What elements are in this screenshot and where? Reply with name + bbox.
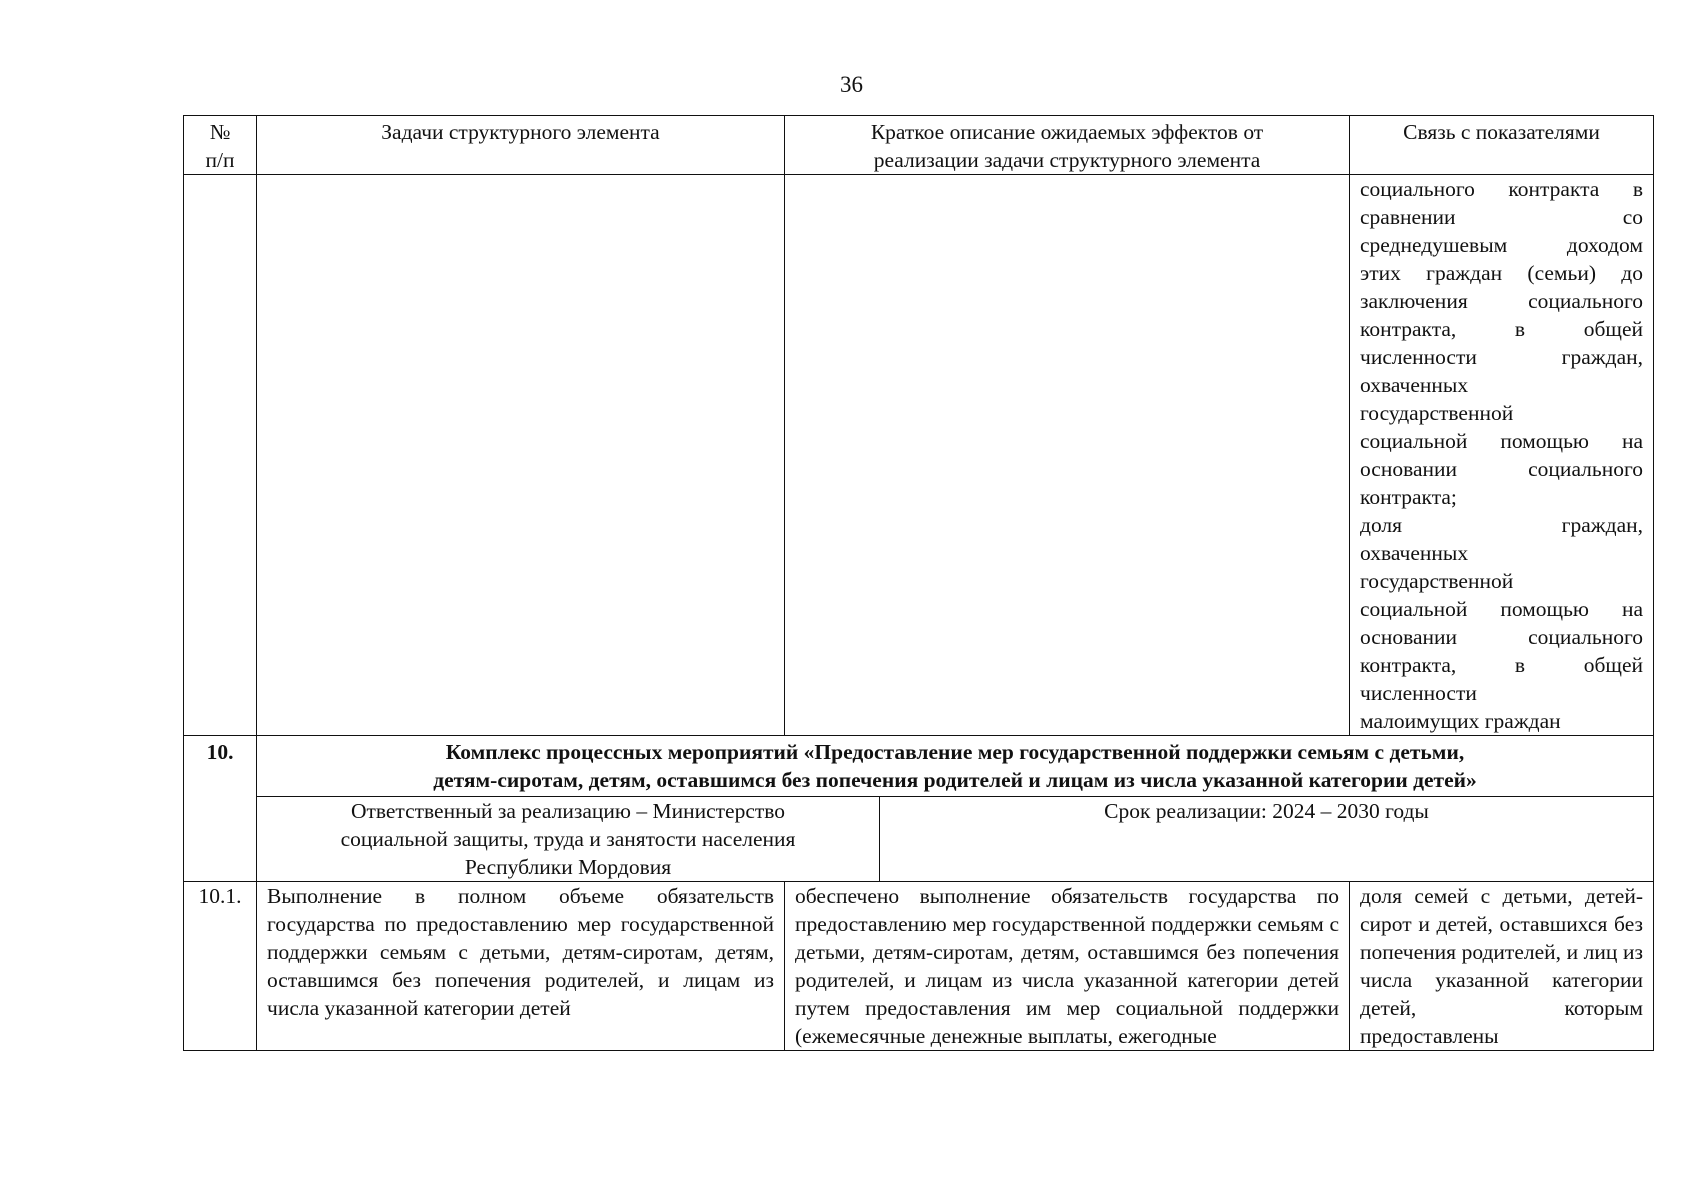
section-num: 10.: [184, 736, 257, 882]
continuation-row: [184, 175, 1654, 736]
continuation-indicators: социального контракта в сравнении со среднедушевым доходом этих граждан (семьи) до заключения социального контракта, в общей численности граждан, охваченных государственной социальной помощью на основании социального контракта; доля граждан, охваченных государственной социальной помощью на основании социального контракта, в общей численности малоимущих граждан: [1350, 175, 1654, 736]
continuation-effect: [785, 175, 1350, 736]
section-period: Срок реализации: 2024 – 2030 годы: [880, 797, 1654, 882]
row-task: Выполнение в полном объеме обязательств государства по предоставлению мер государственной поддержки семьям с детьми, детям-сиротам, детям, оставшимся без попечения родителей, и лицам из числа указанной категории детей: [257, 882, 785, 1051]
document-table: [183, 115, 1654, 1051]
row-effect: обеспечено выполнение обязательств государства по предоставлению мер государственной поддержки семьям с детьми, детям-сиротам, детям, оставшимся без попечения родителей, и лицам из числа указанной категории детей путем предоставления им мер социальной поддержки (ежемесячные денежные выплаты, ежегодные: [785, 882, 1350, 1051]
continuation-task: [257, 175, 785, 736]
header-num: № п/п: [184, 116, 257, 175]
row-indicator: доля семей с детьми, детей-сирот и детей, оставшихся без попечения родителей, и лиц из числа указанной категории детей, которым предоставлены: [1350, 882, 1654, 1051]
continuation-num: [184, 175, 257, 736]
row-num: 10.1.: [184, 882, 257, 1051]
section-title: Комплекс процессных мероприятий «Предоставление мер государственной поддержки семьям с детьми, детям-сиротам, детям, оставшимся без попечения родителей и лицам из числа указанной категории детей»: [257, 736, 1654, 797]
section-meta-row: [184, 797, 1654, 882]
table-header-row: [184, 116, 1654, 175]
section-title-row: [184, 736, 1654, 797]
header-tasks: Задачи структурного элемента: [257, 116, 785, 175]
page-number: 36: [840, 72, 863, 97]
header-effects: Краткое описание ожидаемых эффектов от реализации задачи структурного элемента: [785, 116, 1350, 175]
header-indicators: Связь с показателями: [1350, 116, 1654, 175]
table-row: [184, 882, 1654, 1051]
section-responsible: Ответственный за реализацию – Министерство социальной защиты, труда и занятости населения Республики Мордовия: [257, 797, 880, 882]
